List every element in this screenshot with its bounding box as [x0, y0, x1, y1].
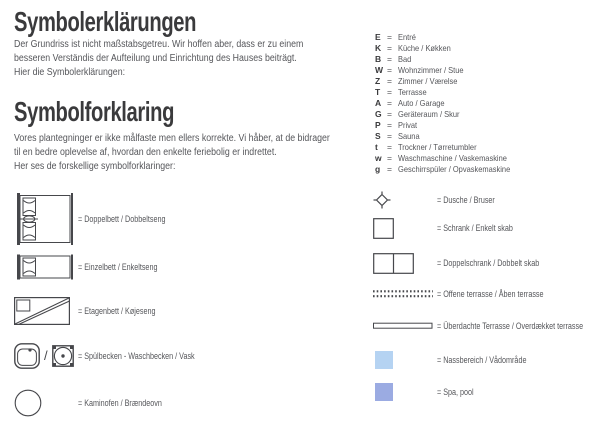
room-code-letter: P — [375, 119, 381, 130]
legend-label: = Doppelschrank / Dobbelt skab — [437, 258, 540, 268]
legend-row-bunk-bed — [14, 297, 175, 325]
legend-label: = Spülbecken - Waschbecken / Vask — [78, 350, 195, 361]
room-code-row — [375, 64, 526, 75]
equals-sign: = — [387, 97, 392, 108]
kitchen-sink-icon — [14, 343, 40, 369]
room-code-row — [375, 75, 526, 86]
room-code-letter: t — [375, 141, 378, 152]
room-code-label: Sauna — [398, 130, 420, 141]
room-code-row — [375, 141, 526, 152]
equals-sign: = — [387, 130, 392, 141]
room-code-row — [375, 152, 526, 163]
room-code-row — [375, 31, 526, 42]
covered-terrace-icon — [373, 322, 437, 330]
equals-sign: = — [387, 31, 392, 42]
legend-label: = Doppelbett / Dobbeltseng — [78, 214, 166, 224]
equals-sign: = — [387, 108, 392, 119]
legend-label: = Spa, pool — [437, 387, 474, 397]
room-code-label: Terrasse — [398, 86, 427, 97]
room-code-row — [375, 130, 526, 141]
room-code-letter: K — [375, 42, 382, 53]
room-code-row — [375, 86, 526, 97]
room-code-label: Geräteraum / Skur — [398, 108, 460, 119]
legend-row-spa-pool — [373, 383, 483, 401]
paragraph-line: Der Grundriss ist nicht maßstabsgetreu. Wir hoffen aber, dass er zu einem — [14, 39, 304, 50]
wood-stove-icon — [14, 389, 78, 417]
equals-sign: = — [387, 42, 392, 53]
room-code-row — [375, 108, 526, 119]
room-code-label: Zimmer / Værelse — [398, 75, 458, 86]
room-code-row — [375, 97, 526, 108]
paragraph-line: Her ses de forskellige symbolforklaringer: — [14, 161, 176, 172]
shower-icon — [373, 191, 437, 209]
room-code-letter: E — [375, 31, 381, 42]
paragraph-line: besseren Verständis der Aufteilung und Einrichtung des Hauses beiträgt. — [14, 53, 297, 64]
single-cabinet-icon — [373, 218, 437, 239]
legend-row-wood-stove — [14, 389, 183, 416]
room-code-list — [375, 31, 526, 174]
room-code-letter: W — [375, 64, 384, 75]
room-code-row — [375, 163, 526, 174]
room-code-letter: G — [375, 108, 382, 119]
german-intro-paragraph — [14, 38, 303, 80]
room-code-row — [375, 53, 526, 64]
double-cabinet-icon — [373, 253, 437, 274]
room-code-letter: w — [375, 152, 382, 163]
equals-sign: = — [387, 141, 392, 152]
bunk-bed-icon — [14, 297, 78, 325]
legend-row-single-cabinet — [373, 217, 532, 239]
paragraph-line: til en bedre oplevelse af, hvordan den enkelte feriebolig er indrettet. — [14, 147, 277, 158]
legend-label: = Schrank / Enkelt skab — [437, 223, 513, 233]
paragraph-line: Vores plantegninger er ikke målfaste men ellers korrekte. Vi håber, at de bidrager — [14, 133, 330, 144]
room-code-label: Küche / Køkken — [398, 42, 451, 53]
equals-sign: = — [387, 53, 392, 64]
legend-row-single-bed — [14, 254, 177, 280]
room-code-letter: g — [375, 163, 381, 174]
german-section-title: Symbolerklärungen — [14, 6, 197, 37]
equals-sign: = — [387, 163, 392, 174]
equals-sign: = — [387, 64, 392, 75]
double-bed-icon — [14, 192, 78, 246]
legend-label: = Überdachte Terrasse / Overdækket terrasse — [437, 321, 584, 331]
room-code-label: Geschirrspüler / Opvaskemaskine — [398, 163, 511, 174]
equals-sign: = — [387, 75, 392, 86]
paragraph-line: Hier die Symbolerklärungen: — [14, 67, 126, 78]
room-code-label: Privat — [398, 119, 418, 130]
single-bed-icon — [14, 254, 78, 280]
legend-row-covered-terrace — [373, 321, 600, 331]
danish-intro-paragraph — [14, 132, 330, 174]
legend-label: = Kaminofen / Brændeovn — [78, 397, 162, 408]
legend-row-double-cabinet — [373, 252, 565, 274]
room-code-letter: A — [375, 97, 382, 108]
room-code-row — [375, 42, 526, 53]
room-code-label: Entré — [398, 31, 416, 42]
room-code-letter: T — [375, 86, 381, 97]
legend-label: = Dusche / Bruser — [437, 195, 495, 205]
legend-label: = Einzelbett / Enkeltseng — [78, 262, 158, 272]
equals-sign: = — [387, 86, 392, 97]
legend-label: = Nassbereich / Vådområde — [437, 355, 527, 365]
legend-row-sinks — [14, 342, 224, 369]
room-code-row — [375, 119, 526, 130]
room-code-label: Auto / Garage — [398, 97, 445, 108]
room-code-letter: Z — [375, 75, 381, 86]
equals-sign: = — [387, 119, 392, 130]
open-terrace-icon — [373, 289, 437, 299]
legend-label: = Etagenbett / Køjeseng — [78, 306, 156, 316]
spa-pool-swatch — [375, 383, 393, 401]
room-code-label: Trockner / Tørretumbler — [398, 141, 477, 152]
room-code-letter: B — [375, 53, 382, 64]
washbasin-icon — [52, 345, 74, 367]
sink-icons-group — [14, 343, 78, 369]
legend-row-double-bed — [14, 192, 187, 246]
wet-area-swatch — [375, 351, 393, 369]
equals-sign: = — [387, 152, 392, 163]
room-code-label: Waschmaschine / Vaskemaskine — [398, 152, 507, 163]
danish-section-title: Symbolforklaring — [14, 96, 175, 127]
legend-row-open-terrace — [373, 288, 570, 300]
room-code-label: Wohnzimmer / Stue — [398, 64, 464, 75]
legend-row-shower — [373, 191, 509, 209]
legend-label: = Offene terrasse / Åben terrasse — [437, 289, 544, 299]
legend-row-wet-area — [373, 351, 549, 369]
room-code-label: Bad — [398, 53, 412, 64]
slash-separator: / — [44, 348, 48, 363]
room-code-letter: S — [375, 130, 381, 141]
